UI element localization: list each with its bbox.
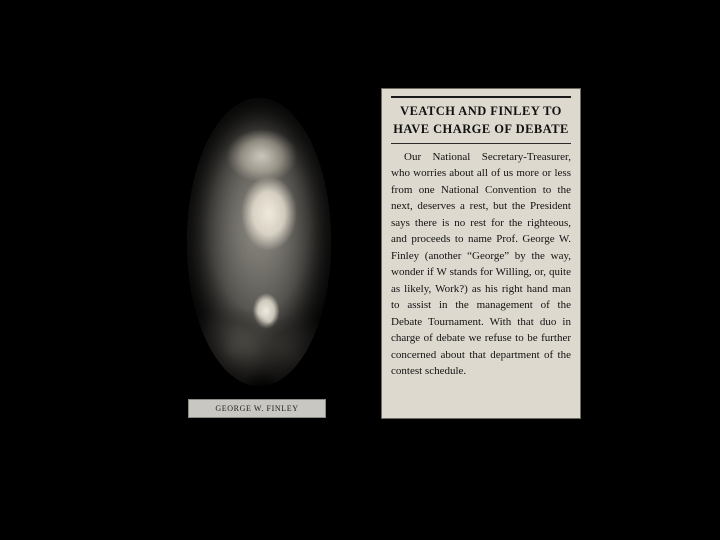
article-headline-line-1: VEATCH AND FINLEY TO — [400, 104, 562, 118]
portrait-caption-text: GEORGE W. FINLEY — [215, 404, 299, 413]
clipping-inner — [391, 96, 571, 380]
portrait-block — [178, 92, 340, 413]
headline-divider — [391, 143, 571, 144]
portrait-vignette — [187, 98, 331, 386]
portrait-photograph — [187, 98, 331, 386]
article-headline — [391, 103, 571, 139]
newspaper-clipping — [381, 88, 581, 419]
article-body-text: Our National Secretary-Treasurer, who worries about all of us more or less from one National Convention to the next, deserves a rest, but the President says there is no rest for the righteous, and proceeds to name Prof. George W. Finley (another “George” by the way, wonder if W stands for Willing, or, quite as likely, Work?) as his right hand man to assist in the management of the Debate Tournament. With that duo in charge of debate we refuse to be further concerned about that department of the contest schedule. — [391, 150, 571, 377]
portrait-caption-plate — [188, 399, 326, 418]
article-headline-line-2: HAVE CHARGE OF DEBATE — [393, 121, 569, 136]
portrait-frame — [178, 92, 340, 392]
